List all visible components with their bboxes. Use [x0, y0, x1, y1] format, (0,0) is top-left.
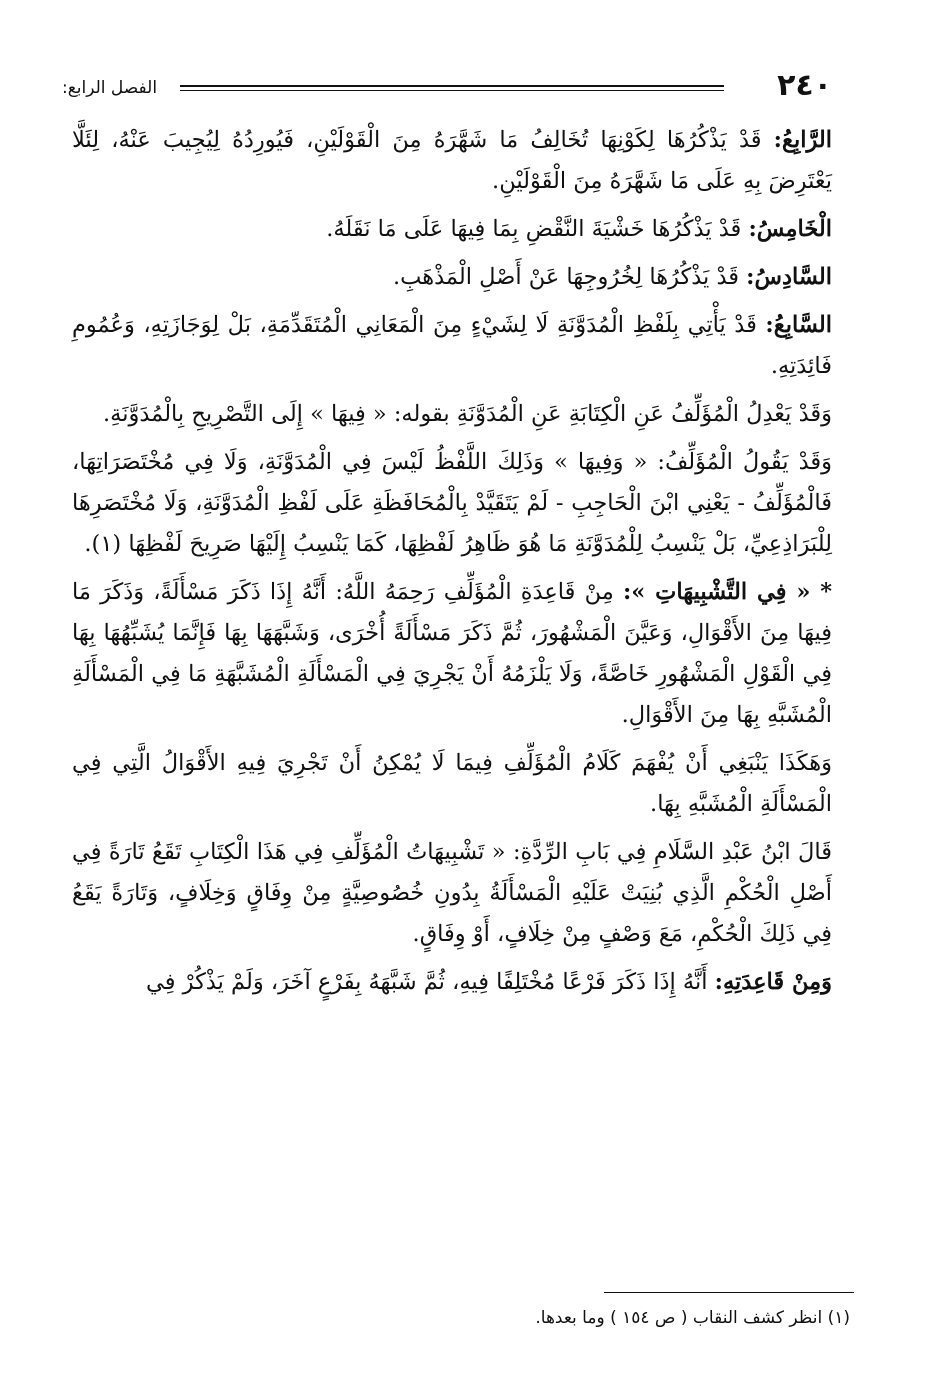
paragraph-lead: السَّادِسُ: — [746, 264, 832, 290]
paragraph — [72, 209, 832, 250]
paragraph — [72, 394, 832, 435]
body-text — [72, 120, 832, 1010]
header-rule — [180, 85, 724, 91]
paragraph-text: قَدْ يَذْكُرُهَا خَشْيَةَ النَّقْضِ بِمَا فِيهَا عَلَى مَا نَقَلَهُ. — [326, 216, 749, 242]
page-number: ٢٤٠ — [777, 68, 832, 103]
paragraph-lead: الرَّابِعُ: — [773, 127, 832, 153]
paragraph — [72, 120, 832, 202]
paragraph — [72, 442, 832, 565]
paragraph-text: أَنَّهُ إِذَا ذَكَرَ فَرْعًا مُخْتَلِفًا فِيهِ، ثُمَّ شَبَّهَهُ بِفَرْعٍ آخَرَ، وَلَمْ يَذْكُرْ فِي — [146, 969, 715, 995]
paragraph-text: قَدْ يَذْكُرُهَا لِكَوْنِهَا تُخَالِفُ مَا شَهَّرَهُ مِنَ الْقَوْلَيْنِ، فَيُورِدُهُ لِيُجِيبَ عَنْهُ، لِئَلَّا يَعْتَرِضَ بِهِ عَلَى مَا شَهَّرَهُ مِنَ الْقَوْلَيْنِ. — [72, 127, 832, 194]
chapter-title: الفصل الرابع: — [62, 78, 158, 98]
paragraph-lead: الْخَامِسُ: — [748, 216, 832, 242]
paragraph — [72, 832, 832, 955]
paragraph — [72, 962, 832, 1003]
paragraph-text: وَقَدْ يَعْدِلُ الْمُؤَلِّفُ عَنِ الْكِتَابَةِ عَنِ الْمُدَوَّنَةِ بقوله: « فِيهَا » إِلَى التَّصْرِيحِ بِالْمُدَوَّنَةِ. — [103, 401, 832, 427]
paragraph-text: قَدْ يَأْتِي بِلَفْظِ الْمُدَوَّنَةِ لَا لِشَيْءٍ مِنَ الْمَعَانِي الْمُتَقَدِّمَةِ، بَلْ لِوَجَازَتِهِ، وَعُمُومِ فَائِدَتِهِ. — [72, 312, 832, 379]
paragraph — [72, 257, 832, 298]
paragraph-text: وَهَكَذَا يَنْبَغِي أَنْ يُفْهَمَ كَلَامُ الْمُؤَلِّفِ فِيمَا لَا يُمْكِنُ أَنْ تَجْرِيَ فِيهِ الأَقْوَالُ الَّتِي فِي الْمَسْأَلَةِ الْمُشَبَّهِ بِهَا. — [72, 750, 832, 817]
paragraph-text: قَالَ ابْنُ عَبْدِ السَّلَامِ فِي بَابِ الرِّدَّةِ: « تَشْبِيهَاتُ الْمُؤَلِّفِ فِي هَذَا الْكِتَابِ تَقَعُ تَارَةً فِي أَصْلِ الْحُكْمِ الَّذِي بُنِيَتْ عَلَيْهِ الْمَسْأَلَةُ بِدُونِ خُصُوصِيَّةٍ مِنْ وِفَاقٍ وَخِلَافٍ، وَتَارَةً يَقَعُ فِي ذَلِكَ الْحُكْمِ، مَعَ وَصْفٍ مِنْ خِلَافٍ، أَوْ وِفَاقٍ. — [72, 839, 832, 947]
paragraph-lead: وَمِنْ قَاعِدَتِهِ: — [714, 969, 832, 995]
paragraph-text: مِنْ قَاعِدَةِ الْمُؤَلِّفِ رَحِمَهُ اللَّهُ: أَنَّهُ إِذَا ذَكَرَ مَسْأَلَةً، وَذَكَرَ مَا فِيهَا مِنَ الأَقْوَالِ، وَعَيَّنَ الْمَشْهُورَ، ثُمَّ ذَكَرَ مَسْأَلَةً أُخْرَى، وَشَبَّهَهَا بِهَا فَإِنَّمَا يُشَبِّهُهَا بِهَا فِي الْقَوْلِ الْمَشْهُورِ خَاصَّةً، وَلَا يَلْزَمُهُ أَنْ يَجْرِيَ فِي الْمَسْأَلَةِ الْمُشَبَّهَةِ مَا فِي الْمَسْأَلَةِ الْمُشَبَّهِ بِهَا مِنَ الأَقْوَالِ. — [72, 579, 832, 728]
footnote: (١) انظر كشف النقاب ( ص ١٥٤ ) وما بعدها. — [535, 1308, 850, 1328]
paragraph-text: قَدْ يَذْكُرُهَا لِخُرُوجِهَا عَنْ أَصْلِ الْمَذْهَبِ. — [392, 264, 747, 290]
paragraph — [72, 305, 832, 387]
paragraph-lead: * « فِي التَّشْبِيهَاتِ »: — [622, 579, 832, 605]
paragraph — [72, 572, 832, 736]
paragraph-text: وَقَدْ يَقُولُ الْمُؤَلِّفُ: « وَفِيهَا » وَذَلِكَ اللَّفْظُ لَيْسَ فِي الْمُدَوَّنَةِ، وَلَا فِي مُخْتَصَرَاتِهَا، فَالْمُؤَلِّفُ - يَعْنِي ابْنَ الْحَاجِبِ - لَمْ يَتَقَيَّدْ بِالْمُحَافَظَةِ عَلَى لَفْظِ الْمُدَوَّنَةِ، وَلَا مُخْتَصَرِهَا لِلْبَرَاذِعِيِّ، بَلْ يَنْسِبُ لِلْمُدَوَّنَةِ مَا هُوَ ظَاهِرُ لَفْظِهَا، كَمَا يَنْسِبُ إِلَيْهَا صَرِيحَ لَفْظِهَا (١). — [72, 449, 832, 557]
paragraph — [72, 743, 832, 825]
page-header — [62, 68, 832, 108]
paragraph-lead: السَّابِعُ: — [765, 312, 832, 338]
footnote-rule — [604, 1292, 854, 1293]
